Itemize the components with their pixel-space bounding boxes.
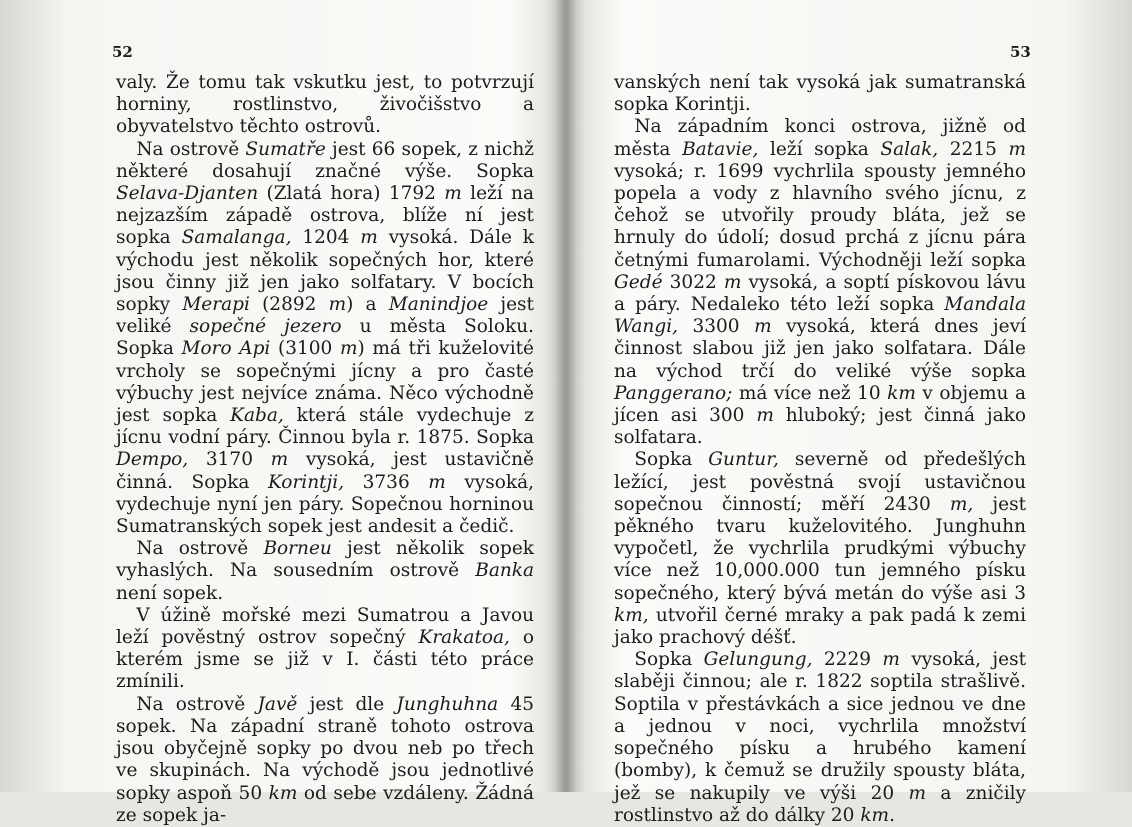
italic-term: Korintji, [267,471,345,493]
italic-term: Borneu [263,538,332,560]
italic-term: sopečné jezero [189,316,342,338]
italic-term: km. [860,804,895,826]
paragraph: Na ostrově Sumatře jest 66 sopek, z nichž některé dosahují značné výše. Sopka Selava-Djanten (Zlatá hora) 1792 m leží na nejzazším západě ostrova, blíže ní jest sopka Samalanga, 1204 m vysoká. Dále k východu jest několik sopečných hor, které jsou činny již jen jako solfatary. V bocích sopky Merapi (2892 m) a Manindjoe jest veliké sopečné jezero u města Soloku. Sopka Moro Api (3100 m) má tři kuželovité vrcholy se sopečnými jícny a pro časté výbuchy jest nejvíce známa. Něco východně jest sopka Kaba, která stále vydechuje z jícnu vodní páry. Činnou byla r. 1875. Sopka Dempo, 3170 m vysoká, jest ustavičně činná. Sopka Korintji, 3736 m vysoká, vydechuje nyní jen páry. Sopečnou horninou Sumatranských sopek jest andesit a čedič. [116,138,535,538]
page-number-right: 53 [1010,43,1031,61]
italic-term: m [270,449,289,471]
italic-term: Salak, [880,138,939,160]
italic-term: Dempo, [116,449,189,471]
italic-term: Manindjoe [388,294,489,316]
italic-term: Junghuhna [396,693,499,715]
italic-term: Gelungung, [703,649,813,671]
paragraph: Na západním konci ostrova, jižně od města Batavie, leží sopka Salak, 2215 m vysoká; r. 1699 vychrlila spousty jemného popela a vody z hlavního svého jícnu, z čehož se utvořily proudy bláta, jež se hrnuly do údolí; dosud prchá z jícnu pára četnými fumarolami. Východněji leží sopka Gedé 3022 m vysoká, a soptí pískovou lávu a páry. Nedaleko této leží sopka Mandala Wangi, 3300 m vysoká, která dnes jeví činnost slabou již jen jako solfatara. Dále na východ trčí do veliké výše sopka Panggerano; má více než 10 km v objemu a jícen asi 300 m hluboký; jest činná jako solfatara. [614,116,1027,449]
italic-term: Javě [257,693,298,715]
italic-term: m [756,405,774,427]
italic-term: Panggerano; [614,382,733,404]
italic-term: Gedé [614,271,663,293]
italic-term: m [444,183,462,205]
italic-term: km [268,782,298,804]
italic-term: Samalanga, [181,227,292,249]
italic-term: Kaba, [230,405,284,427]
italic-term: m, [949,493,974,515]
italic-term: m [339,338,358,360]
italic-term: Moro Api [181,338,271,360]
paragraph: Na ostrově Javě jest dle Junghuhna 45 sopek. Na západní straně tohoto ostrova jsou obyčejně sopky po dvou neb po třech ve skupinách. Na východě jsou jednotlivé sopky aspoň 50 km od sebe vzdáleny. Žádná ze sopek ja- [116,693,534,826]
italic-term: Banka [475,560,534,582]
paragraph: Na ostrově Borneu jest několik sopek vyhaslých. Na sousedním ostrově Banka není sopek. [116,538,534,604]
paragraph: vanských není tak vysoká jak sumatranská sopka Korintji. [614,72,1026,116]
right-page-text [614,72,1026,827]
italic-term: m [360,227,378,249]
italic-term: m [754,316,772,338]
italic-term: Guntur, [708,449,779,471]
italic-term: Mandala Wangi, [614,294,1026,338]
italic-term: km, [614,604,649,626]
italic-term: Krakatoa, [418,627,510,649]
italic-term: m [882,649,900,671]
paragraph: Sopka Guntur, severně od předešlých ležící, jest pověstná svojí ustavičnou sopečnou činností; měří 2430 m, jest pěkného tvaru kuželovitého. Junghuhn vypočetl, že vychrlila prudkými výbuchy více než 10,000.000 tun jemného písku sopečného, který bývá metán do výše asi 3 km, utvořil černé mraky a pak padá k zemi jako prachový déšť. [614,449,1027,649]
italic-term: m [328,294,347,316]
page-number-left: 52 [112,43,133,61]
italic-term: m [428,471,446,493]
italic-term: m [1008,138,1027,160]
italic-term: Merapi [182,294,250,316]
italic-term: Sumatře [245,138,326,160]
paragraph: V úžině mořské mezi Sumatrou a Javou leží pověstný ostrov sopečný Krakatoa, o kterém jsme se již v I. části této práce zmínili. [116,604,534,693]
paragraph: valy. Že tomu tak vskutku jest, to potvrzují horniny, rostlinstvo, živočišstvo a obyvatelstvo těchto ostrovů. [116,72,534,138]
italic-term: Selava-Djanten [116,183,259,205]
italic-term: Batavie, [682,138,759,160]
italic-term: km [887,382,916,404]
italic-term: m [723,271,742,293]
italic-term: m [908,782,927,804]
paragraph: Sopka Gelungung, 2229 m vysoká, jest slaběji činnou; ale r. 1822 soptila strašlivě. Soptila v přestávkách a sice jednou ve dne a jednou v noci, vychrlila množství sopečného písku a hrubého kamení (bomby), k čemuž se družily spousty bláta, jež se nakupily ve výši 20 m a zničily rostlinstvo až do dálky 20 km. [614,649,1027,826]
